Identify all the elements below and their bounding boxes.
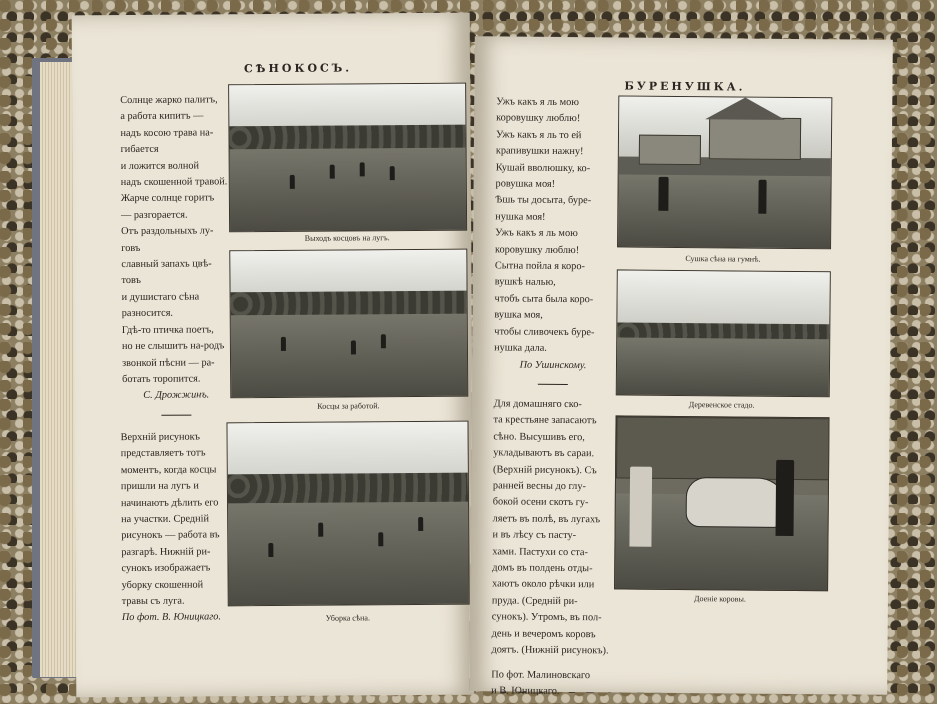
description-line: пришли на лугъ и (120, 480, 199, 493)
running-head: БУРЕНУШКА. (624, 79, 746, 94)
description-text (491, 396, 611, 660)
poem-line: Отъ раздольныхъ лу- (121, 225, 214, 238)
caption-bottom: Уборка сѣна. (325, 613, 371, 623)
poem-line: Ужъ какъ я ль то ей (495, 129, 582, 141)
photo-milking-cow (614, 415, 830, 591)
description-line: представляетъ тотъ (120, 447, 206, 460)
right-page (469, 36, 893, 698)
poem-line: коровушку люблю! (494, 244, 580, 256)
photo-hay-drying (617, 95, 832, 249)
description-line: уборку скошенной (121, 579, 204, 591)
description-line: хами. Пастухи со ста- (492, 546, 588, 558)
poem-line: Жарче солнце горитъ (120, 192, 215, 205)
description-line: сунокъ). Утромъ, въ пол- (491, 611, 602, 624)
photo-credit-line: и В. Юницкаго. (491, 685, 560, 698)
poem-line: товъ (121, 275, 141, 287)
poem-line: нушка дала. (494, 342, 547, 354)
photo-village-herd (616, 269, 831, 397)
description-line: укладываютъ въ сараи. (493, 447, 595, 460)
caption-middle: Деревенское стадо. (688, 400, 755, 410)
poem-line: чтобъ сыта была коро- (494, 293, 594, 306)
poem-line: Гдѣ-то птичка поетъ, (121, 324, 214, 336)
description-line: ранней весны до глу- (492, 480, 586, 493)
section-divider (161, 414, 191, 415)
description-line: на участки. Средній (121, 513, 210, 526)
poem-line: — разгорается. (120, 209, 188, 221)
poem-line: и душистаго сѣна (121, 291, 200, 303)
poem-line: ботать торопится. (122, 373, 201, 385)
description-line: Верхній рисунокъ (120, 431, 201, 444)
poem-line: вушка моя, (494, 309, 543, 322)
poem-line: гибается (120, 144, 159, 156)
caption-top: Сушка сѣна на гумнѣ. (685, 254, 761, 264)
description-line: ляетъ въ полѣ, въ лугахъ (492, 513, 601, 526)
poem-line: Сытна пойла я коро- (494, 260, 585, 273)
poem-line: чтобы сливочекъ буре- (494, 326, 595, 338)
poem-line: разносится. (121, 307, 174, 320)
photo-mowers-working (229, 249, 468, 399)
poem-line: коровушку люблю! (496, 112, 581, 125)
poem-text (120, 92, 230, 423)
poem-line: и ложится волной (120, 160, 200, 172)
photo-hay-harvest (226, 421, 469, 607)
running-head: СѢНОКОСЪ. (243, 61, 353, 76)
poem-line: говъ (121, 242, 141, 254)
caption-bottom: Доеніе коровы. (694, 594, 746, 604)
poem-line: Ѣшь ты досыта, буре- (495, 194, 592, 207)
description-line: та крестьяне запасаютъ (493, 414, 597, 427)
poem-line: а работа кипитъ — (120, 110, 204, 123)
description-text (121, 429, 224, 627)
poem-signature: По Ушинскому. (519, 359, 587, 371)
poem-line: нушка моя! (495, 211, 546, 223)
poem-line: Ужъ какъ я ль мою (495, 227, 578, 240)
description-line: разгарѣ. Нижній ри- (121, 546, 211, 558)
section-divider (538, 384, 568, 385)
photo-credit: По фот. В. Юницкаго. (121, 611, 221, 624)
poem-signature: С. Дрожжинъ. (143, 389, 210, 402)
poem-line: но не слышитъ на-родъ (121, 340, 225, 353)
photo-mowers-going-out (228, 83, 467, 233)
description-line: и въ лѣсу съ пасту- (492, 529, 577, 542)
photo-credit (491, 667, 609, 701)
description-line: моментъ, когда косцы (120, 464, 217, 476)
description-line: день и вечеромъ коровъ (491, 628, 596, 640)
caption-top: Выходъ косцовъ на лугъ. (304, 233, 390, 243)
description-line: рисунокъ — работа въ (121, 529, 220, 542)
poem-line: надъ косою трава на- (120, 127, 214, 139)
description-line: Для домашняго ско- (493, 398, 582, 411)
poem-line: славный запахъ цвѣ- (121, 258, 212, 271)
poem-line: звонкой пѣсни — ра- (122, 356, 215, 369)
caption-middle: Косцы за работой. (317, 401, 380, 411)
description-line: домъ въ полдень отды- (492, 562, 593, 575)
poem-line: ровушка моя! (495, 178, 556, 190)
poem-line: Солнце жарко палитъ, (120, 94, 218, 107)
photo-credit-line: По фот. Малиновскаго (491, 669, 591, 682)
poem-line: крапивушки нажну! (495, 145, 584, 158)
poem-line: надъ скошенной травой. (120, 176, 228, 189)
description-line: травы съ луга. (121, 595, 185, 608)
left-page (72, 13, 475, 698)
poem-line: Кушай вволюшку, ко- (495, 162, 591, 174)
description-line: сѣно. Высушивъ его, (493, 431, 585, 443)
description-line: хаютъ около рѣчки или (492, 578, 595, 591)
description-line: бокой осени скотъ гу- (492, 496, 589, 509)
description-line: начинаютъ дѣлить его (120, 497, 219, 509)
poem-line: Ужъ какъ я ль мою (496, 96, 579, 109)
poem-line: вушкѣ налью, (494, 276, 556, 289)
description-line: сунокъ изображаетъ (121, 562, 211, 575)
description-line: пруда. (Средній ри- (491, 595, 578, 607)
poem-text (494, 94, 615, 393)
description-line: (Верхній рисунокъ). Съ (493, 463, 597, 476)
description-line: доятъ. (Нижній рисунокъ). (491, 644, 609, 657)
